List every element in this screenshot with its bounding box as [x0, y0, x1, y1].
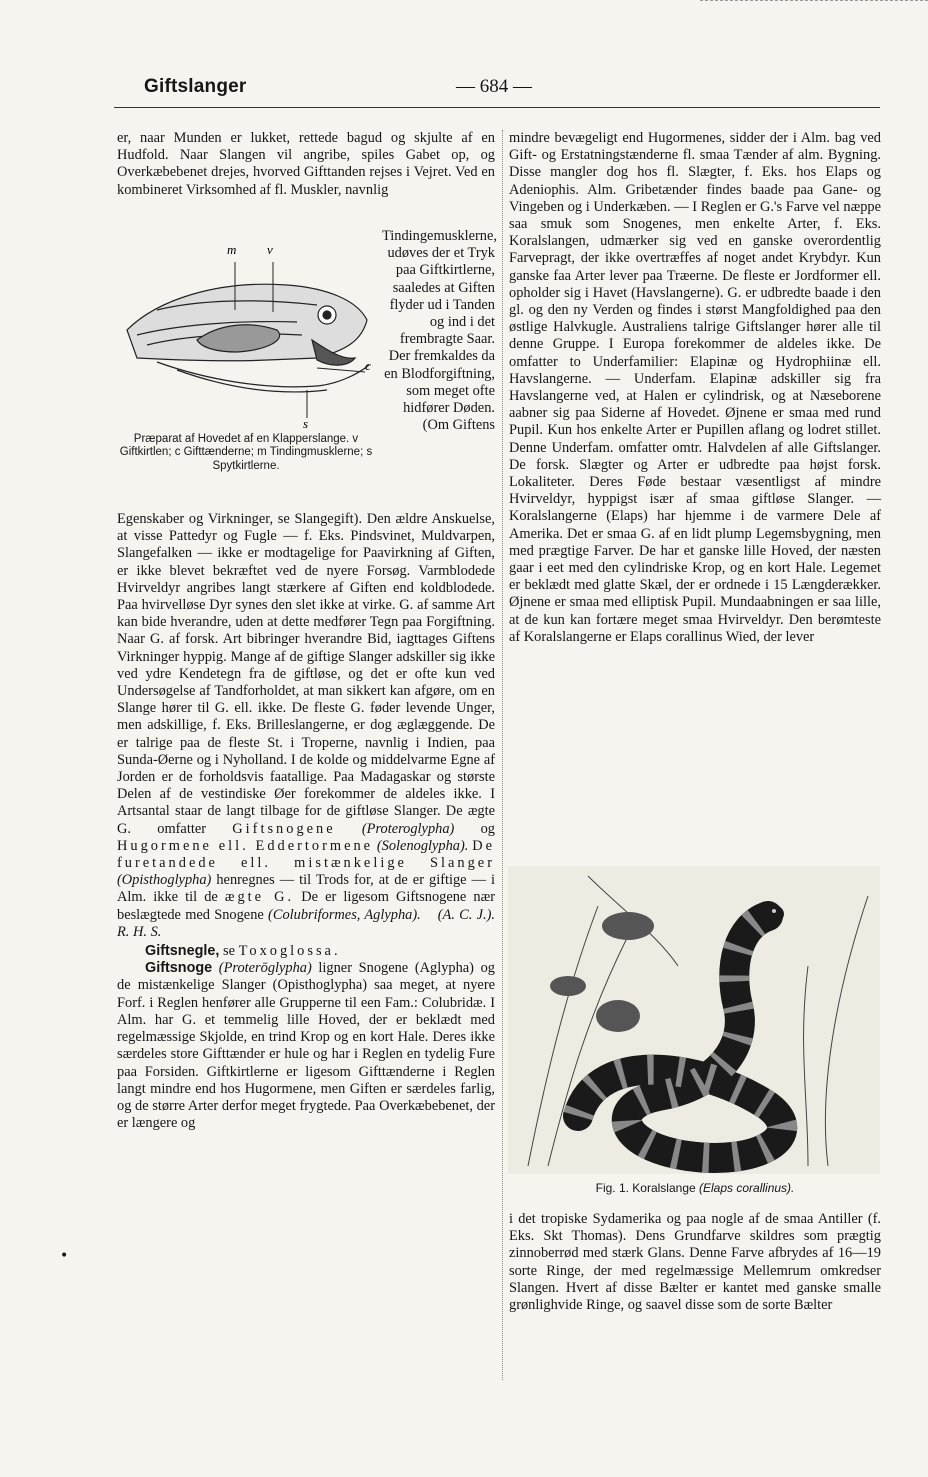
- margin-mark: •: [60, 1248, 69, 1264]
- coral-snake-illustration: [508, 866, 880, 1174]
- class-giftsnogene: Giftsnogene: [232, 820, 336, 837]
- head-anatomy-figure: [117, 240, 375, 430]
- header-rule: [114, 107, 880, 108]
- left-intro-text: er, naar Munden er lukket, rettede bagud og skjulte af en Hudfold. Naar Slangen vil angribe, spiles Gabet op, og Overkæbebenet drejes, hvorved Gifttanden rejses i Vejret. Ved en kombineret Virksomhed af fl. Muskler, navnlig: [117, 130, 495, 198]
- class-2-latin: (Solenoglypha).: [376, 837, 469, 854]
- giftsnegle-ref: Toxoglossa.: [238, 943, 341, 960]
- snake-caption-latin: (Elaps corallinus).: [699, 1181, 795, 1195]
- snake-caption-prefix: Fig. 1. Koralslange: [595, 1181, 696, 1195]
- page-header: [120, 72, 878, 106]
- label-m: m: [227, 242, 237, 257]
- headword-giftsnoge: Giftsnoge: [145, 960, 213, 977]
- headword-giftsnegle: Giftsnegle,: [145, 943, 220, 960]
- page-number: — 684 —: [456, 76, 532, 97]
- class-hugormene: Hugormene ell. Eddertormene: [117, 837, 374, 854]
- head-figure-caption: Præparat af Hovedet af en Klapperslange. v Giftkirtlen; c Gifttænderne; m Tindingmusklerne; s Spytkirtlerne.: [119, 433, 373, 472]
- column-divider: [502, 130, 503, 1380]
- right-main: [509, 130, 881, 855]
- giftsnoge-latin: (Proterōglypha): [218, 960, 312, 977]
- head-anatomy-illustration: [117, 240, 375, 430]
- right-main-text: mindre bevægeligt end Hugormenes, sidder der i Alm. bag ved Gift- og Erstatningstænderne fl. smaa Tænder af alm. Bygning. Disse mangler dog hos fl. Slægter, f. Eks. hos Elaps og Adeniophis. Alm. Gribetænder findes baade paa Gane- og Vingeben og i Underkæben. — I Reglen er G.'s Farve vel næppe saa smuk som Snogenes, men enkelte Arter, f. Eks. Koralslangen, udmærker sig ved en ganske overordentlig Farvepragt, der ikke overtræffes af noget andet Krybdyr. Kun ganske faa Arter lever paa Træerne. De fleste er Jordformer ell. opholder sig i Havet (Havslangerne). G. er udbredte baade i den gl. og den ny Verden og findes i størst Mangfoldighed paa den østlige Halvkugle. Australiens talrige Giftslanger hører alle til denne Gruppe. I Europa forekommer de aldeles ikke. De omfatter to Underfamilier: Elapinæ og Hydrophiinæ ell. Havslangerne. — Underfam. Elapinæ adskiller sig fra Havslangerne ved, at Halen er cylindrisk, og at Næseborene aabner sig paa Siderne af Hovedet. Øjnene er smaa med rund Pupil. Kun hos enkelte Arter er Pupillen aflang og lodret stillet. Denne Underfam. omfatter omtr. Halvdelen af alle Giftslanger. De forsk. Slægter og Arter er udbredte paa højst forsk. Lokaliteter. Deres Føde bestaar væsentligst af mindre Hvirveldyr, hyppigst især af smaa giftløse Slanger. — Koralslangerne (Elaps) har hjemme i de varmere Dele af Amerika. Det er smaa G. af en lidt plump Legemsbygning, men med prægtige Farver. De har et ganske lille Hoved, der næsten gaar i eet med den cylindriske Krop, og en kort Hale. Legemet er beklædt med glatte Skæl, der er ordnede i 15 Længderækker. Øjnene er smaa med elliptisk Pupil. Mundaabningen er saa lille, at de kun kan fortære meget smaa Hvirveldyr. Den berømteste af Koralslangerne er Elaps corallinus Wied, der lever: [509, 130, 881, 645]
- aegte-g: ægte G.: [224, 889, 295, 906]
- left-main: Egenskaber og Virkninger, se Slangegift). Den ældre Anskuelse, at visse Pattedyr og Fugle — f. Eks. Pindsvinet, Muldvarpen, Slangefalken — ikke er modtagelige for Paavirkning af Giften, er ikke blevet bekræftet ved de nyere Forsøg. Varmblodede Hvirveldyr angribes langt stærkere af Giften end koldblodede. Paa hvirvelløse Dyr synes den slet ikke at virke. G. af samme Art kan bide hverandre, uden at dette medfører Tegn paa Forgiftning. Naar G. af forsk. Art bibringer hverandre Bid, iagttages Giftens Virkninger hyppig. Mange af de giftige Slanger adskiller sig ikke ved ydre Kendetegn fra de giftløse, og det er ofte kun ved Undersøgelse af Tandforholdet, at man sikkert kan afgøre, om en Slange hører til G. ell. ikke. De fleste G. føder levende Unger, men adskillige, f. Eks. Brilleslangerne, er dog æglæggende. De er talrige paa de fleste St. i Troperne, navnlig i Indien, paa Sunda-Øerne og i Nyholland. I de kolde og middelvarme Egne af Jorden er de forholdsvis faatallige. Paa Madagaskar og største Delen af de vestindiske Øer forekommer de aldeles ikke. I Artsantal staar de langt tilbage for de giftløse Slanger. De ægte G. omfatter Giftsnogene (Proteroglypha) og Hugormene ell. Eddertormene (Solenoglypha). De furetandede ell. mistænkelige Slanger (Opisthoglypha) henregnes — til Trods for, at de er giftige — i Alm. ikke til de ægte G. De er ligesom Giftsnogene nær beslægtede med Snogene (Colubriformes, Aglypha). (A. C. J.). R. H. S. Giftsnegle, se Toxoglossa. Giftsnoge (Proterōglypha) ligner Snogene (Aglypha) og de mistænkelige Slanger (Opisthoglypha) saa meget, at nyere Forf. i Reglen henfører alle Grupperne til een Fam.: Colubridæ. I Alm. har G. et temmelig lille Hoved, der er beklædt med regelmæssige Skjolde, en trind Krop og en kort Hale. Deres ikke særdeles store Gifttænder er hule og har i Reglen en tydelig Fure paa Forsiden. Giftkirtlerne er ligesom Gifttænderne i Reglen langt mindre end hos Hugormene, men Giften er særdeles farlig, og de større Arter derfor meget frygtede. Paa Overkæbebenet, der er længere og: [117, 511, 496, 1132]
- giftsnegle-text: se: [222, 943, 235, 960]
- snake-figure-caption: [509, 1181, 881, 1195]
- left-wrap-text: Tindingemusklerne, udøves der et Tryk paa Giftkirtlerne, saaledes at Giften flyder ud i Tanden og ind i det frembragte Saar. Der fremkaldes da en Blodforgiftning, som meget ofte hidfører Døden. (Om Giftens: [382, 228, 497, 434]
- author-signature: (A. C. J.). R. H. S.: [117, 906, 496, 940]
- class-3-intro: De furetandede ell. mistænkelige Slanger: [117, 837, 495, 872]
- left-intro: [117, 130, 495, 199]
- label-s: s: [303, 416, 309, 430]
- top-edge-rule: [700, 0, 928, 1]
- label-v: v: [267, 242, 273, 257]
- class-3-latin: (Opisthoglypha): [117, 872, 212, 889]
- coral-snake-figure: [508, 866, 880, 1174]
- giftsnoge-text: ligner Snogene (Aglypha) og de mistænkelige Slanger (Opisthoglypha) saa meget, at nyere Forf. i Reglen henfører alle Grupperne til een Fam.: Colubridæ. I Alm. har G. et temmelig lille Hoved, der er beklædt med regelmæssige Skjolde, en trind Krop og en kort Hale. Deres ikke særdeles store Gifttænder er hule og har i Reglen en tydelig Fure paa Forsiden. Giftkirtlerne er ligesom Gifttænderne i Reglen langt mindre end hos Hugormene, men Giften er særdeles farlig, og de større Arter derfor meget frygtede. Paa Overkæbebenet, der er længere og: [117, 960, 495, 1132]
- class-end-latin: (Colubriformes, Aglypha).: [268, 906, 421, 923]
- right-continuation: [509, 1211, 881, 1391]
- page-title: Giftslanger: [144, 76, 247, 97]
- class-3-rest: henregnes — til Trods for, at de er giftige — i Alm. ikke til de: [117, 872, 495, 906]
- right-continuation-text: i det tropiske Sydamerika og paa nogle af de smaa Antiller (f. Eks. Skt Thomas). Dens Grundfarve skildres som prægtig zinnoberrød med stærk Glans. Denne Farve afbrydes af 16—19 sorte Ringe, der med regelmæssige Mellemrum omkredser Slangen. Hvert af disse Bælter er kantet med ganske smalle grønlighvide Ringe, og saavel disse som de sorte Bælter: [509, 1211, 881, 1314]
- class-1-latin: (Proteroglypha): [361, 820, 455, 837]
- left-main-text: Egenskaber og Virkninger, se Slangegift). Den ældre Anskuelse, at visse Pattedyr og Fugle — f. Eks. Pindsvinet, Muldvarpen, Slangefalken — ikke er modtagelige for Paavirkning af Giften, er ikke blevet bekræftet ved de nyere Forsøg. Varmblodede Hvirveldyr angribes langt stærkere af Giften end koldblodede. Paa hvirvelløse Dyr synes den slet ikke at virke. G. af samme Art kan bide hverandre, uden at dette medfører Tegn paa Forgiftning. Naar G. af forsk. Art bibringer hverandre Bid, iagttages Giftens Virkninger hyppig. Mange af de giftige Slanger adskiller sig ikke ved ydre Kendetegn fra de giftløse, og det er ofte kun ved Undersøgelse af Tandforholdet, at man sikkert kan afgøre, om en Slange hører til G. ell. ikke. De fleste G. føder levende Unger, men adskillige, f. Eks. Brilleslangerne, er dog æglæggende. De er talrige paa de fleste St. i Troperne, navnlig i Indien, paa Sunda-Øerne og i Nyholland. I de kolde og middelvarme Egne af Jorden er de forholdsvis faatallige. Paa Madagaskar og største Delen af de vestindiske Øer forekommer de aldeles ikke. I Artsantal staar de langt tilbage for de giftløse Slanger. De ægte G. omfatter: [117, 511, 495, 837]
- class-end: De er ligesom Giftsnogene nær beslægtede med Snogene: [117, 889, 495, 923]
- label-c: c: [365, 358, 371, 373]
